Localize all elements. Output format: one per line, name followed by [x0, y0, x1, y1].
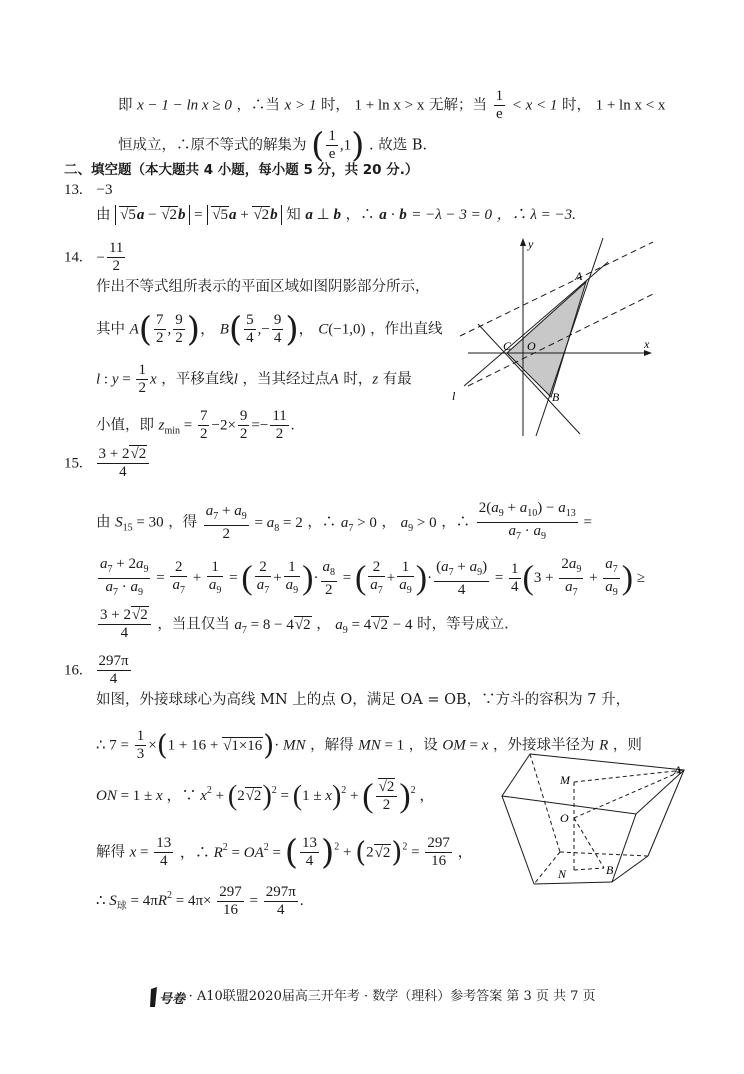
text: ，	[381, 514, 396, 531]
paren: )	[351, 125, 365, 166]
math: x − 1 − ln x ≥ 0	[137, 97, 232, 114]
text: ，得	[168, 514, 198, 531]
paren: (	[311, 125, 325, 166]
section-heading: 二、填空题（本大题共 4 小题，每小题 5 分，共 20 分.）	[64, 162, 419, 178]
label-A: A	[674, 763, 682, 777]
q14-region-figure	[448, 236, 658, 442]
math: √5a − √2b	[115, 205, 189, 225]
q13-explanation: 由 √5a − √2b = √5a + √2b 知 a ⊥ b ，∴ a · b = −λ − 3 = 0 ，∴ λ = −3.	[96, 207, 576, 223]
label-A: A	[575, 269, 583, 283]
math: x > 1	[284, 97, 317, 114]
text: 其中	[96, 321, 125, 338]
math: 1 + ln x > x	[354, 97, 425, 114]
text: ，外接球半径为	[492, 737, 595, 754]
q12-line-2: 恒成立，∴原不等式的解集为 ( $\frac{1}{e}$ ,1) . 故选 B.	[118, 125, 428, 166]
footer-text: · A10联盟2020届高三开年考 · 数学（理科）参考答案 第 3 页 共 7 页	[188, 989, 596, 1004]
text: 小值，即	[96, 417, 154, 434]
math: 1 + ln x < x	[595, 97, 666, 114]
text: ，	[316, 616, 331, 633]
text: 由	[96, 207, 111, 223]
math: ，∴ λ = −3.	[496, 207, 576, 223]
label-O: O	[527, 339, 536, 353]
fraction-1-over-e: $\frac{1}{e}$	[495, 88, 504, 122]
svg-text:号卷: 号卷	[159, 990, 186, 1006]
text: 无解；当	[429, 97, 487, 114]
text: ，作出直线	[370, 321, 443, 338]
text: . 故选 B.	[369, 137, 428, 154]
q14-answer: 14. − $\frac{11}{2}$	[64, 240, 124, 274]
text: ，平移直线	[161, 371, 234, 388]
text: ，当其经过点	[242, 371, 330, 388]
q14-line-1: 作出不等式组所表示的平面区域如图阴影部分所示，	[96, 279, 430, 295]
label-y: y	[528, 237, 534, 251]
denominator: 2	[107, 257, 125, 275]
text: 恒成立，∴原不等式的解集为	[118, 137, 307, 154]
q16-line-4: 解得 x = $\frac{13}{4}$ ，∴ $R^2 = OA^2$ = ( $\frac{13}{4}$ )$^2 + (2√2)^2$ = $\frac{297}{16}$ ，	[96, 832, 473, 873]
text: ，当且仅当	[157, 616, 230, 633]
question-number: 13.	[64, 182, 83, 198]
math: < x < 1	[511, 97, 558, 114]
top-face	[502, 754, 684, 814]
text: 有最	[382, 371, 412, 388]
text: ，∴	[345, 207, 375, 223]
text: ，则	[612, 737, 642, 754]
question-number: 15.	[64, 455, 83, 472]
label-x: x	[644, 337, 650, 351]
q16-line-3: ON = 1 ± x ，∵ $x^2 + (2√2)^2 = (1 \pm x)^2$ + ( $\frac{√2}{2}$ )$^2$ ，	[96, 777, 435, 815]
q16-line-5: ∴ $S_球 = 4\pi R^2 = 4\pi\times$ $\frac{297}{16}$ = $\frac{297\pi}{4}$ .	[96, 884, 304, 918]
brand-logo-icon	[148, 986, 186, 1008]
q16-line-1: 如图，外接球球心为高线 MN 上的点 O，满足 OA = OB，∵方斗的容积为 7 升，	[96, 692, 631, 708]
q14-line-3: l : y = $\frac{1}{2}$ x ，平移直线l ，当其经过点A 时，z 有最	[96, 362, 412, 396]
label-l: l	[452, 389, 456, 403]
label-C: C	[503, 339, 512, 353]
text: 时，等号成立.	[417, 616, 509, 633]
text: 解得	[96, 844, 125, 861]
answer: −3	[96, 182, 113, 198]
q16-line-2: ∴ 7 = $\frac{1}{3}$ ×(1 + 16 + √1×16)· MN ，解得 MN = 1 ，设 OM = x ，外接球半径为 R ，则	[96, 728, 642, 762]
text: 时，	[561, 97, 591, 114]
text: 由	[96, 514, 111, 531]
text: ，∴	[441, 514, 471, 531]
math: √5a + √2b	[207, 205, 281, 225]
question-number: 14.	[64, 249, 83, 266]
q16-frustum-figure	[494, 752, 690, 892]
label-N: N	[558, 867, 567, 881]
q14-line-2: 其中 A( $\frac{7}{2}$ , $\frac{9}{2}$ )， B( $\frac{5}{4}$ ,− $\frac{9}{4}$ )， C(−1,0) ，作出直线	[96, 309, 443, 350]
label-B: B	[606, 863, 614, 877]
q14-line-4: 小值，即 $z_{min}$ = $\frac{7}{2}$ −2× $\frac{9}{2}$ =− $\frac{11}{2}$ .	[96, 408, 295, 442]
label-M: M	[560, 773, 570, 787]
q12-line-1	[118, 88, 665, 123]
text: 即	[118, 97, 133, 114]
text: ，∴当	[236, 97, 280, 114]
fraction: $\frac{1}{e}$	[328, 128, 336, 162]
numerator: 11	[108, 240, 124, 256]
page-footer	[0, 985, 744, 1008]
text: ，设	[408, 737, 438, 754]
text: ，∴	[307, 514, 337, 531]
q16-answer: 16. $\frac{297\pi}{4}$	[64, 653, 129, 687]
q15-line-3: $\frac{3 + 2√2}{4}$ ，当且仅当 $a_7 = 8 - 4√2$ ， $a_9 = 4√2 - 4$ 时，等号成立.	[100, 607, 509, 641]
q15-line-2: $\frac{a_7 + 2a_9}{a_7 \cdot a_9}$ = $\frac{2}{a_7}$ + $\frac{1}{a_9}$ = ( $\frac{2}{a_7}$ + $\frac{1}{a_9}$ )· $\frac{a_8}{2}$ = ( $\frac{2}{a_7}$ + $\frac{1}{a_9}$ )· $\frac{(a_7 + a_9)}{4}$ = $\frac{1}{4}$ (3 + $\frac{2a_9}{a_7}$ + $\frac{a_7}{a_9}$ ) ≥	[96, 556, 645, 601]
shaded-region	[507, 282, 586, 397]
answer-fraction	[107, 240, 125, 275]
text: 时，	[343, 371, 373, 388]
text: ，解得	[310, 737, 354, 754]
q15-line-1: 由 $S_{15} = 30$ ，得 $\frac{a_7 + a_9}{2}$ = $a_8 = 2$ ，∴ $a_7 > 0$ ， $a_9 > 0$ ，∴ $\frac{2(a_9 + a_{10}) - a_{13}}{a_7 \cdot a_9}$ =	[96, 500, 592, 545]
text: 知	[286, 207, 301, 223]
label-B: B	[552, 390, 560, 404]
math: = −λ − 3 = 0	[411, 207, 493, 223]
text: 时，	[320, 97, 350, 114]
q13-answer	[64, 180, 112, 200]
q15-answer: 15. $\frac{3 + 2√2}{4}$	[64, 446, 151, 481]
question-number: 16.	[64, 662, 83, 679]
label-O: O	[560, 811, 569, 825]
